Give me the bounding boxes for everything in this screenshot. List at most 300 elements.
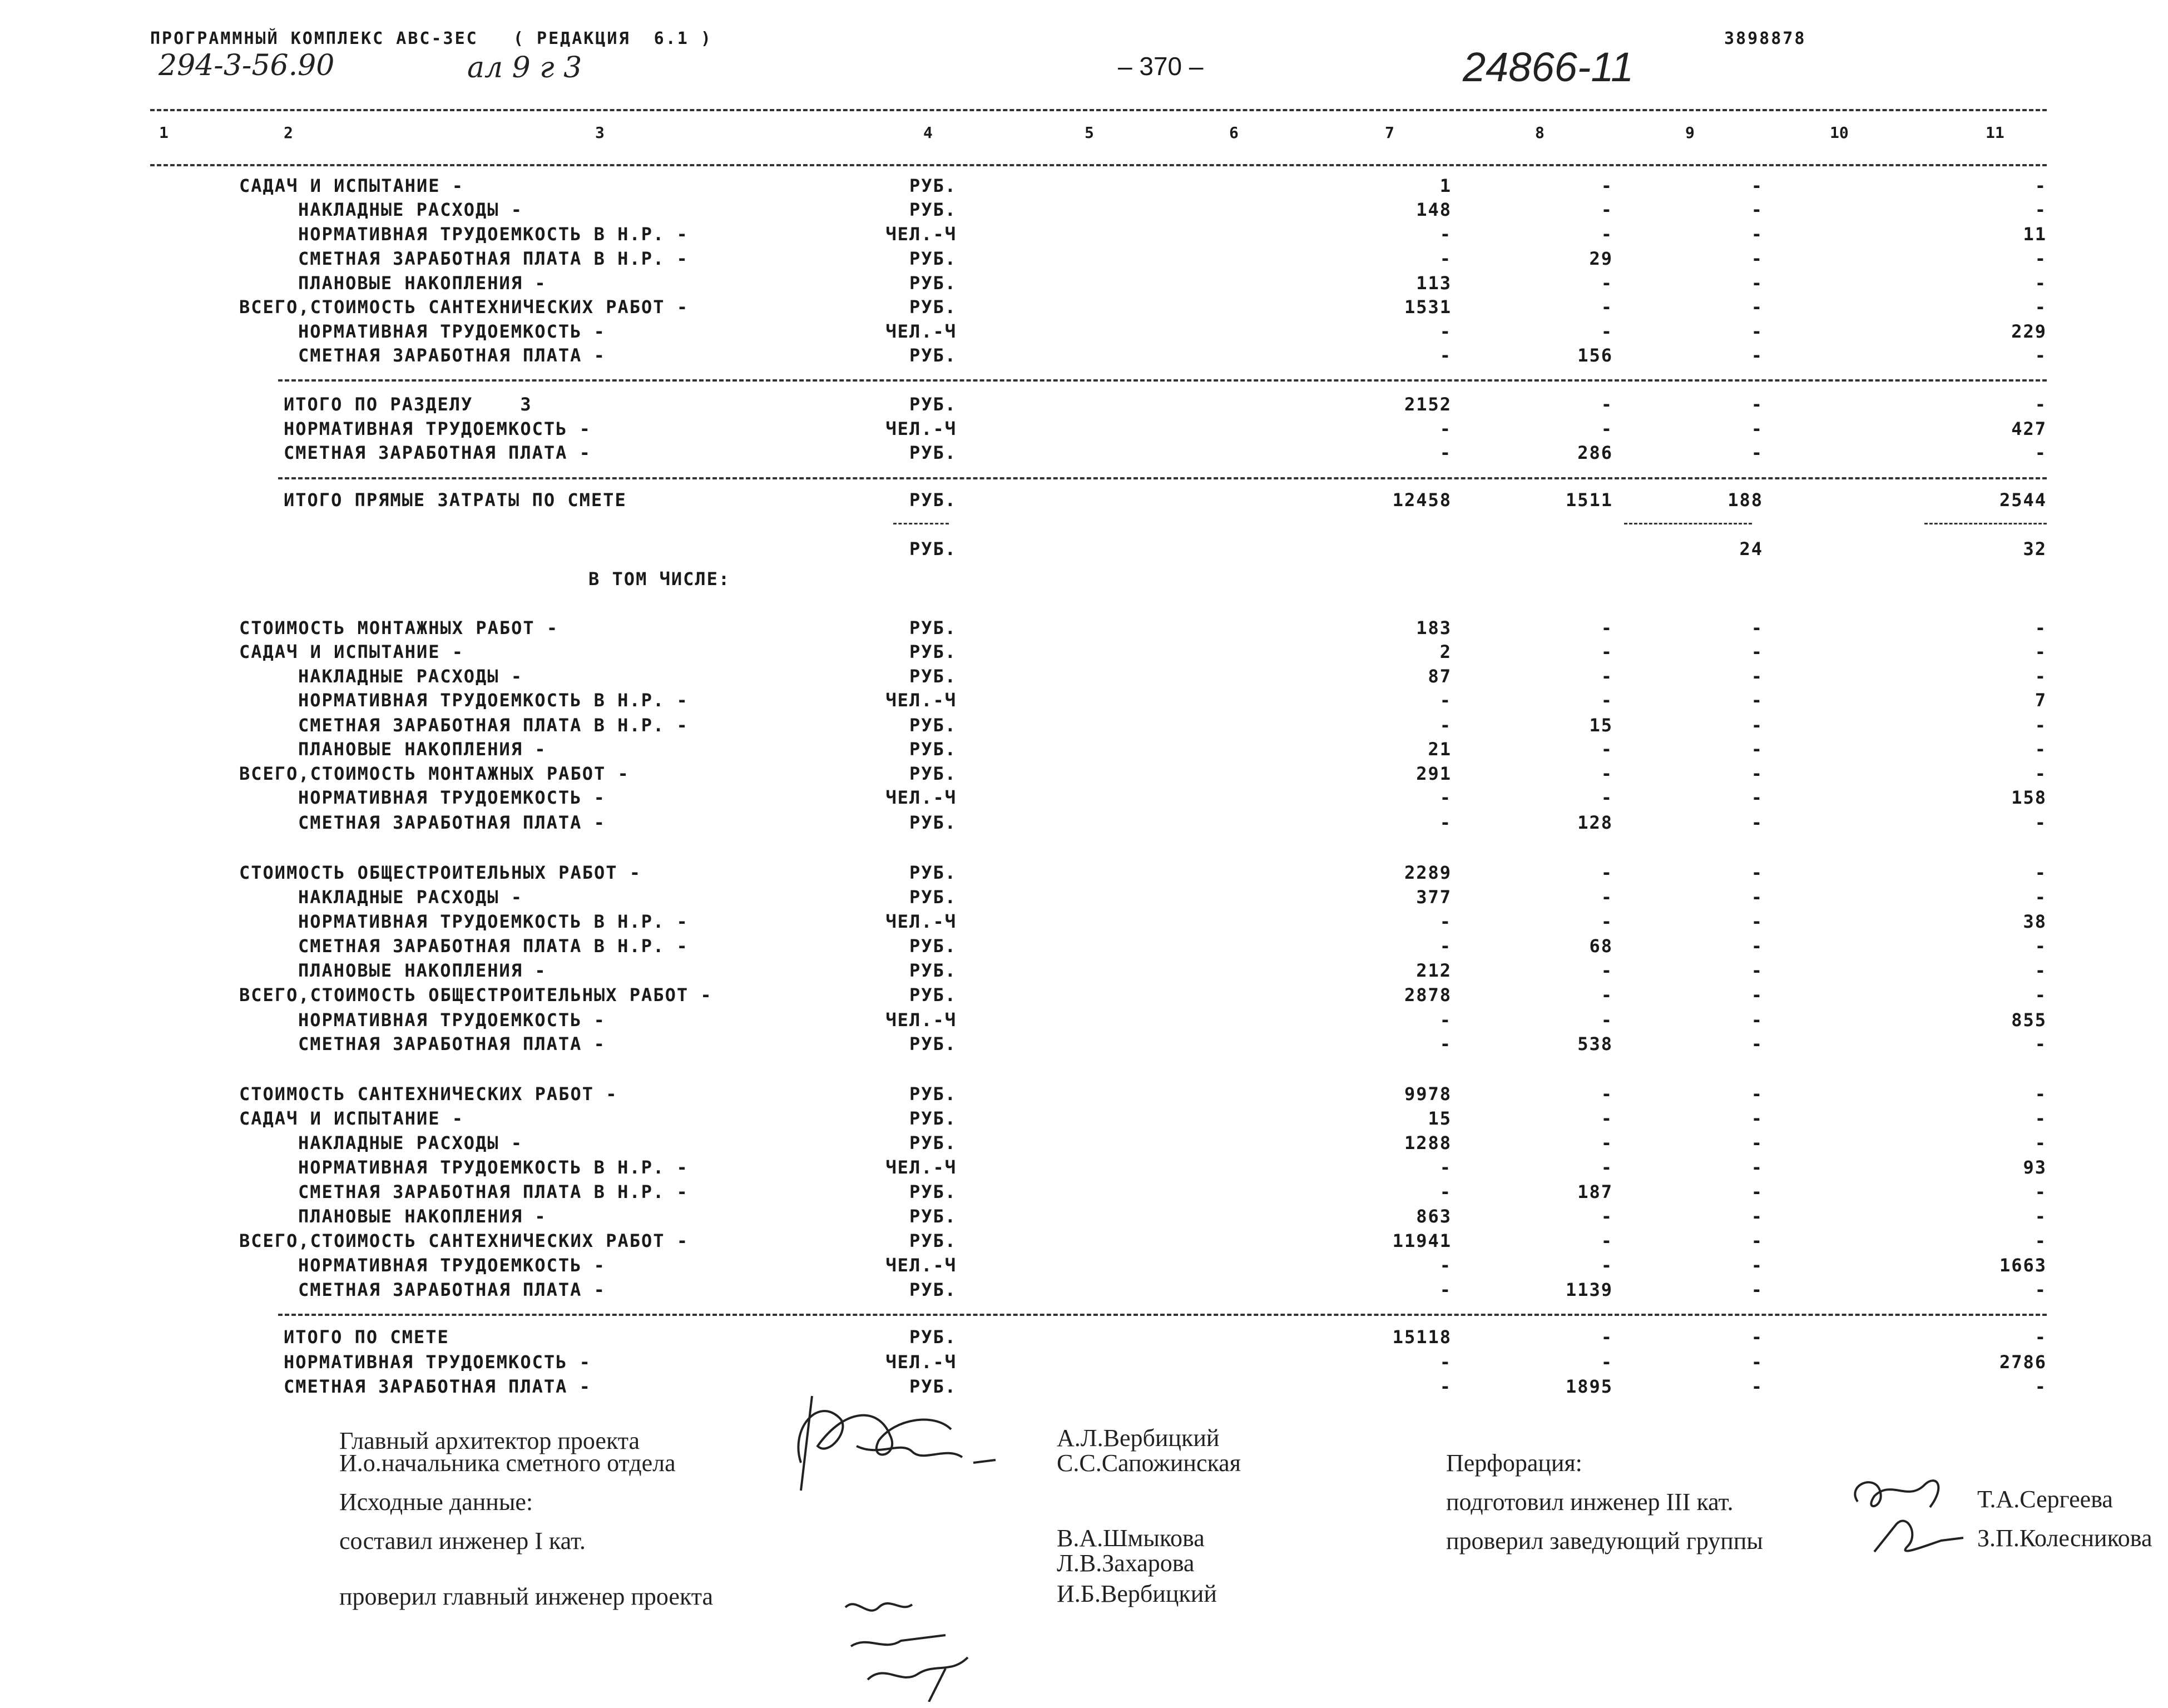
cell-col7: - bbox=[1439, 1351, 1452, 1373]
cell-col8: - bbox=[1601, 1206, 1613, 1227]
compiled-by-name-2: Л.В.Захарова bbox=[1057, 1549, 1195, 1577]
cell-col7: - bbox=[1439, 345, 1452, 366]
cell-col7: 113 bbox=[1416, 273, 1452, 294]
cell-col11: - bbox=[2035, 887, 2047, 908]
page-number: – 370 – bbox=[1118, 52, 1204, 81]
cell-col8: - bbox=[1601, 1083, 1613, 1105]
cell-col11: 158 bbox=[2011, 787, 2047, 808]
row-unit: РУБ. bbox=[909, 1033, 957, 1054]
cell-col11: - bbox=[2035, 1206, 2047, 1227]
cell-col11: 32 bbox=[2023, 538, 2047, 560]
row-label: НОРМАТИВНАЯ ТРУДОЕМКОСТЬ В Н.Р. - bbox=[298, 911, 689, 932]
cell-col7: - bbox=[1439, 1033, 1452, 1054]
cell-col7: - bbox=[1439, 1279, 1452, 1300]
cell-col7: - bbox=[1439, 690, 1452, 711]
acting-head-name: С.С.Сапожинская bbox=[1057, 1449, 1241, 1477]
cell-col8: - bbox=[1601, 984, 1613, 1006]
column-number-7: 7 bbox=[1385, 123, 1394, 142]
column-number-2: 2 bbox=[284, 123, 293, 142]
cell-col7: 1531 bbox=[1404, 296, 1452, 318]
row-unit: ЧЕЛ.-Ч bbox=[885, 1351, 957, 1373]
cell-col8: 1511 bbox=[1565, 489, 1613, 511]
row-unit: РУБ. bbox=[909, 538, 957, 560]
cell-col8: 538 bbox=[1577, 1033, 1613, 1054]
row-label: ПЛАНОВЫЕ НАКОПЛЕНИЯ - bbox=[298, 273, 547, 294]
cell-col11: 855 bbox=[2011, 1009, 2047, 1031]
row-label: СМЕТНАЯ ЗАРАБОТНАЯ ПЛАТА В Н.Р. - bbox=[298, 715, 689, 736]
cell-col9: - bbox=[1751, 1083, 1763, 1105]
table-row bbox=[0, 442, 2168, 467]
cell-col8: - bbox=[1601, 1108, 1613, 1129]
cell-col11: - bbox=[2035, 1181, 2047, 1202]
cell-col8: - bbox=[1601, 199, 1613, 220]
row-unit: РУБ. bbox=[909, 1132, 957, 1153]
row-label: САДАЧ И ИСПЫТАНИЕ - bbox=[239, 175, 464, 196]
table-row bbox=[0, 1230, 2168, 1255]
cell-col9: - bbox=[1751, 1326, 1763, 1348]
row-unit: ЧЕЛ.-Ч bbox=[885, 1255, 957, 1276]
row-label: ВСЕГО,СТОИМОСТЬ САНТЕХНИЧЕСКИХ РАБОТ - bbox=[239, 296, 689, 318]
cell-col11: - bbox=[2035, 1108, 2047, 1129]
table-row bbox=[0, 345, 2168, 369]
cell-col7: 9978 bbox=[1404, 1083, 1452, 1105]
cell-col8: - bbox=[1601, 666, 1613, 687]
cell-col9: - bbox=[1751, 296, 1763, 318]
cell-col9: - bbox=[1751, 1108, 1763, 1129]
cell-col11: 427 bbox=[2011, 418, 2047, 439]
cell-col9: - bbox=[1751, 812, 1763, 833]
cell-col9: - bbox=[1751, 666, 1763, 687]
cell-col9: - bbox=[1751, 641, 1763, 662]
prepared-by-label: подготовил инженер III кат. bbox=[1446, 1488, 1734, 1516]
table-row bbox=[0, 1206, 2168, 1230]
cell-col7: - bbox=[1439, 911, 1452, 932]
row-label: СМЕТНАЯ ЗАРАБОТНАЯ ПЛАТА В Н.Р. - bbox=[298, 248, 689, 269]
row-label: ПЛАНОВЫЕ НАКОПЛЕНИЯ - bbox=[298, 739, 547, 760]
cell-col8: - bbox=[1601, 418, 1613, 439]
cell-col7: - bbox=[1439, 1009, 1452, 1031]
cell-col9: - bbox=[1751, 273, 1763, 294]
cell-col8: 29 bbox=[1589, 248, 1613, 269]
cell-col7: - bbox=[1439, 1255, 1452, 1276]
group-head-name: З.П.Колесникова bbox=[1977, 1524, 2152, 1552]
cell-col7: 2289 bbox=[1404, 862, 1452, 883]
cell-col8: - bbox=[1601, 887, 1613, 908]
cell-col7: 21 bbox=[1428, 739, 1452, 760]
cell-col9: 188 bbox=[1728, 489, 1763, 511]
cell-col8: - bbox=[1601, 617, 1613, 638]
table-row bbox=[0, 812, 2168, 836]
row-label: НОРМАТИВНАЯ ТРУДОЕМКОСТЬ В Н.Р. - bbox=[298, 224, 689, 245]
row-label: СМЕТНАЯ ЗАРАБОТНАЯ ПЛАТА В Н.Р. - bbox=[298, 1181, 689, 1202]
cell-col9: - bbox=[1751, 345, 1763, 366]
row-unit: РУБ. bbox=[909, 1279, 957, 1300]
table-row bbox=[0, 1376, 2168, 1400]
row-label: СТОИМОСТЬ САНТЕХНИЧЕСКИХ РАБОТ - bbox=[239, 1083, 618, 1105]
subtotal-dash-col9 bbox=[1624, 523, 1752, 524]
cell-col11: 1663 bbox=[1999, 1255, 2047, 1276]
cell-col8: 286 bbox=[1577, 442, 1613, 463]
cell-col11: - bbox=[2035, 763, 2047, 784]
row-unit: ЧЕЛ.-Ч bbox=[885, 321, 957, 342]
row-unit: ЧЕЛ.-Ч bbox=[885, 787, 957, 808]
perforation-label: Перфорация: bbox=[1446, 1449, 1582, 1477]
table-row bbox=[0, 787, 2168, 811]
row-label: СМЕТНАЯ ЗАРАБОТНАЯ ПЛАТА - bbox=[298, 1279, 606, 1300]
cell-col9: - bbox=[1751, 394, 1763, 415]
row-label: САДАЧ И ИСПЫТАНИЕ - bbox=[239, 641, 464, 662]
print-id: 3898878 bbox=[1724, 29, 1806, 48]
cell-col9: - bbox=[1751, 175, 1763, 196]
column-header-rule bbox=[150, 164, 2047, 166]
cell-col7: 11941 bbox=[1392, 1230, 1452, 1251]
cell-col7: - bbox=[1439, 935, 1452, 957]
table-row bbox=[0, 568, 2168, 593]
row-unit: ЧЕЛ.-Ч bbox=[885, 1157, 957, 1178]
row-label: СТОИМОСТЬ МОНТАЖНЫХ РАБОТ - bbox=[239, 617, 559, 638]
table-row bbox=[0, 296, 2168, 321]
table-row bbox=[0, 887, 2168, 911]
cell-col7: 148 bbox=[1416, 199, 1452, 220]
row-label: НОРМАТИВНАЯ ТРУДОЕМКОСТЬ В Н.Р. - bbox=[298, 690, 689, 711]
row-unit: РУБ. bbox=[909, 199, 957, 220]
handwritten-signature-checked bbox=[834, 1591, 1012, 1702]
cell-col9: - bbox=[1751, 984, 1763, 1006]
cell-col8: - bbox=[1601, 1351, 1613, 1373]
cell-col11: - bbox=[2035, 862, 2047, 883]
cell-col11: - bbox=[2035, 1033, 2047, 1054]
table-row bbox=[0, 1326, 2168, 1351]
cell-col8: 68 bbox=[1589, 935, 1613, 957]
cell-col11: - bbox=[2035, 1083, 2047, 1105]
table-row bbox=[0, 321, 2168, 345]
row-unit: РУБ. bbox=[909, 248, 957, 269]
row-label: НОРМАТИВНАЯ ТРУДОЕМКОСТЬ - bbox=[298, 1009, 606, 1031]
cell-col8: - bbox=[1601, 224, 1613, 245]
cell-col8: - bbox=[1601, 1157, 1613, 1178]
cell-col11: 7 bbox=[2035, 690, 2047, 711]
table-row bbox=[0, 248, 2168, 273]
cell-col7: - bbox=[1439, 787, 1452, 808]
acting-head-label: И.о.начальника сметного отдела bbox=[339, 1449, 676, 1477]
cell-col11: - bbox=[2035, 960, 2047, 981]
row-label: СМЕТНАЯ ЗАРАБОТНАЯ ПЛАТА В Н.Р. - bbox=[298, 935, 689, 957]
row-label: СМЕТНАЯ ЗАРАБОТНАЯ ПЛАТА - bbox=[284, 442, 591, 463]
cell-col9: - bbox=[1751, 1132, 1763, 1153]
cell-col8: 1895 bbox=[1565, 1376, 1613, 1397]
compiled-by-name-1: В.А.Шмыкова bbox=[1057, 1524, 1205, 1552]
cell-col9: - bbox=[1751, 1206, 1763, 1227]
row-unit: РУБ. bbox=[909, 345, 957, 366]
cell-col8: - bbox=[1601, 296, 1613, 318]
section-divider bbox=[278, 1314, 2047, 1316]
table-row bbox=[0, 418, 2168, 443]
cell-col7: - bbox=[1439, 812, 1452, 833]
row-unit: ЧЕЛ.-Ч bbox=[885, 224, 957, 245]
cell-col7: 183 bbox=[1416, 617, 1452, 638]
column-number-5: 5 bbox=[1085, 123, 1094, 142]
handwritten-ref-mid: ал 9 г 3 bbox=[467, 51, 582, 85]
chief-architect-name: А.Л.Вербицкий bbox=[1057, 1424, 1220, 1452]
table-top-rule bbox=[150, 109, 2047, 111]
table-row bbox=[0, 175, 2168, 200]
cell-col9: - bbox=[1751, 1376, 1763, 1397]
cell-col11: 11 bbox=[2023, 224, 2047, 245]
cell-col7: 863 bbox=[1416, 1206, 1452, 1227]
cell-col7: - bbox=[1439, 715, 1452, 736]
handwritten-signature-architect bbox=[768, 1374, 1001, 1502]
table-row bbox=[0, 862, 2168, 887]
row-label: НОРМАТИВНАЯ ТРУДОЕМКОСТЬ - bbox=[298, 1255, 606, 1276]
source-data-label: Исходные данные: bbox=[339, 1488, 533, 1516]
prepared-by-name: Т.А.Сергеева bbox=[1977, 1486, 2113, 1513]
row-unit: РУБ. bbox=[909, 617, 957, 638]
cell-col11: 229 bbox=[2011, 321, 2047, 342]
row-label: СМЕТНАЯ ЗАРАБОТНАЯ ПЛАТА - bbox=[298, 345, 606, 366]
row-label: ПЛАНОВЫЕ НАКОПЛЕНИЯ - bbox=[298, 960, 547, 981]
row-label: ВСЕГО,СТОИМОСТЬ МОНТАЖНЫХ РАБОТ - bbox=[239, 763, 630, 784]
row-label: НОРМАТИВНАЯ ТРУДОЕМКОСТЬ - bbox=[284, 418, 591, 439]
row-label: ВСЕГО,СТОИМОСТЬ САНТЕХНИЧЕСКИХ РАБОТ - bbox=[239, 1230, 689, 1251]
table-row bbox=[0, 715, 2168, 739]
cell-col8: - bbox=[1601, 394, 1613, 415]
cell-col11: - bbox=[2035, 984, 2047, 1006]
table-row bbox=[0, 489, 2168, 514]
table-row bbox=[0, 199, 2168, 224]
cell-col8: - bbox=[1601, 739, 1613, 760]
row-unit: РУБ. bbox=[909, 739, 957, 760]
cell-col7: - bbox=[1439, 1157, 1452, 1178]
row-unit: РУБ. bbox=[909, 175, 957, 196]
column-number-4: 4 bbox=[923, 123, 933, 142]
cell-col9: - bbox=[1751, 763, 1763, 784]
column-number-11: 11 bbox=[1986, 123, 2004, 142]
cell-col7: 2152 bbox=[1404, 394, 1452, 415]
cell-col9: - bbox=[1751, 787, 1763, 808]
cell-col11: - bbox=[2035, 199, 2047, 220]
row-label: ПЛАНОВЫЕ НАКОПЛЕНИЯ - bbox=[298, 1206, 547, 1227]
cell-col11: - bbox=[2035, 666, 2047, 687]
row-label: ИТОГО ПО РАЗДЕЛУ 3 bbox=[284, 394, 532, 415]
cell-col8: - bbox=[1601, 1326, 1613, 1348]
row-unit: РУБ. bbox=[909, 1108, 957, 1129]
column-number-6: 6 bbox=[1229, 123, 1239, 142]
row-unit: ЧЕЛ.-Ч bbox=[885, 911, 957, 932]
cell-col9: - bbox=[1751, 248, 1763, 269]
column-number-3: 3 bbox=[595, 123, 605, 142]
cell-col8: - bbox=[1601, 787, 1613, 808]
table-row bbox=[0, 617, 2168, 642]
cell-col11: - bbox=[2035, 248, 2047, 269]
cell-col11: - bbox=[2035, 935, 2047, 957]
cell-col11: - bbox=[2035, 296, 2047, 318]
row-unit: ЧЕЛ.-Ч bbox=[885, 1009, 957, 1031]
row-label: ИТОГО ПО СМЕТЕ bbox=[284, 1326, 449, 1348]
row-unit: РУБ. bbox=[909, 1376, 957, 1397]
row-unit: ЧЕЛ.-Ч bbox=[885, 418, 957, 439]
cell-col8: 1139 bbox=[1565, 1279, 1613, 1300]
subtotal-dash-col11 bbox=[1924, 523, 2047, 524]
cell-col8: 15 bbox=[1589, 715, 1613, 736]
cell-col8: - bbox=[1601, 763, 1613, 784]
cell-col7: 2 bbox=[1439, 641, 1452, 662]
cell-col7: - bbox=[1439, 418, 1452, 439]
cell-col9: - bbox=[1751, 935, 1763, 957]
cell-col7: 2878 bbox=[1404, 984, 1452, 1006]
row-label: НАКЛАДНЫЕ РАСХОДЫ - bbox=[298, 1132, 523, 1153]
cell-col11: - bbox=[2035, 175, 2047, 196]
cell-col8: 128 bbox=[1577, 812, 1613, 833]
cell-col8: - bbox=[1601, 690, 1613, 711]
cell-col9: - bbox=[1751, 1033, 1763, 1054]
row-unit: РУБ. bbox=[909, 296, 957, 318]
row-unit: РУБ. bbox=[909, 1230, 957, 1251]
cell-col11: - bbox=[2035, 1132, 2047, 1153]
cell-col11: 93 bbox=[2023, 1157, 2047, 1178]
cell-col7: 377 bbox=[1416, 887, 1452, 908]
cell-col11: - bbox=[2035, 345, 2047, 366]
cell-col9: - bbox=[1751, 887, 1763, 908]
cell-col7: 1288 bbox=[1404, 1132, 1452, 1153]
section-divider bbox=[278, 379, 2047, 382]
row-unit: РУБ. bbox=[909, 715, 957, 736]
cell-col11: - bbox=[2035, 1230, 2047, 1251]
checked-by-name: И.Б.Вербицкий bbox=[1057, 1580, 1217, 1607]
cell-col9: - bbox=[1751, 1230, 1763, 1251]
table-row bbox=[0, 1132, 2168, 1157]
row-label: НОРМАТИВНАЯ ТРУДОЕМКОСТЬ - bbox=[298, 787, 606, 808]
cell-col7: 15 bbox=[1428, 1108, 1452, 1129]
cell-col8: - bbox=[1601, 321, 1613, 342]
row-label: НАКЛАДНЫЕ РАСХОДЫ - bbox=[298, 887, 523, 908]
table-row bbox=[0, 641, 2168, 666]
row-unit: РУБ. bbox=[909, 960, 957, 981]
cell-col8: 187 bbox=[1577, 1181, 1613, 1202]
cell-col9: - bbox=[1751, 862, 1763, 883]
cell-col11: - bbox=[2035, 1279, 2047, 1300]
checked-by-label: проверил главный инженер проекта bbox=[339, 1583, 714, 1610]
table-row bbox=[0, 739, 2168, 763]
cell-col11: - bbox=[2035, 273, 2047, 294]
cell-col7: 87 bbox=[1428, 666, 1452, 687]
cell-col9: - bbox=[1751, 1157, 1763, 1178]
program-title: ПРОГРАММНЫЙ КОМПЛЕКС АВС-ЗЕС ( РЕДАКЦИЯ 6.1 ) bbox=[150, 29, 712, 48]
cell-col7: - bbox=[1439, 1181, 1452, 1202]
handwritten-signature-perforation bbox=[1841, 1463, 1969, 1568]
cell-col7: 291 bbox=[1416, 763, 1452, 784]
cell-col8: - bbox=[1601, 1009, 1613, 1031]
row-unit: РУБ. bbox=[909, 1326, 957, 1348]
table-row bbox=[0, 1351, 2168, 1376]
handwritten-ref-left: 294-3-56.90 bbox=[159, 49, 335, 82]
table-row bbox=[0, 690, 2168, 714]
cell-col11: - bbox=[2035, 715, 2047, 736]
table-row bbox=[0, 763, 2168, 788]
row-label: САДАЧ И ИСПЫТАНИЕ - bbox=[239, 1108, 464, 1129]
cell-col9: - bbox=[1751, 690, 1763, 711]
table-row bbox=[0, 394, 2168, 418]
row-unit: РУБ. bbox=[909, 442, 957, 463]
cell-col9: - bbox=[1751, 224, 1763, 245]
cell-col11: - bbox=[2035, 442, 2047, 463]
cell-col8: - bbox=[1601, 911, 1613, 932]
row-label: НАКЛАДНЫЕ РАСХОДЫ - bbox=[298, 666, 523, 687]
row-label: В ТОМ ЧИСЛЕ: bbox=[588, 568, 731, 590]
cell-col8: - bbox=[1601, 641, 1613, 662]
table-row bbox=[0, 224, 2168, 248]
cell-col7: 1 bbox=[1439, 175, 1452, 196]
cell-col9: - bbox=[1751, 715, 1763, 736]
row-unit: РУБ. bbox=[909, 1181, 957, 1202]
group-head-label: проверил заведующий группы bbox=[1446, 1527, 1763, 1554]
cell-col8: - bbox=[1601, 1255, 1613, 1276]
cell-col11: 2544 bbox=[1999, 489, 2047, 511]
cell-col8: - bbox=[1601, 273, 1613, 294]
table-row bbox=[0, 911, 2168, 935]
column-number-10: 10 bbox=[1830, 123, 1849, 142]
table-row bbox=[0, 1181, 2168, 1206]
cell-col8: - bbox=[1601, 960, 1613, 981]
row-unit: РУБ. bbox=[909, 887, 957, 908]
row-unit: РУБ. bbox=[909, 763, 957, 784]
row-label: СМЕТНАЯ ЗАРАБОТНАЯ ПЛАТА - bbox=[298, 1033, 606, 1054]
cell-col11: - bbox=[2035, 617, 2047, 638]
row-label: НОРМАТИВНАЯ ТРУДОЕМКОСТЬ В Н.Р. - bbox=[298, 1157, 689, 1178]
cell-col9: 24 bbox=[1739, 538, 1763, 560]
row-unit: РУБ. bbox=[909, 1083, 957, 1105]
table-row bbox=[0, 666, 2168, 690]
row-unit: РУБ. bbox=[909, 394, 957, 415]
row-label: НОРМАТИВНАЯ ТРУДОЕМКОСТЬ - bbox=[298, 321, 606, 342]
subtotal-dash-unit bbox=[893, 523, 949, 524]
cell-col9: - bbox=[1751, 739, 1763, 760]
cell-col8: - bbox=[1601, 862, 1613, 883]
cell-col8: - bbox=[1601, 1230, 1613, 1251]
cell-col7: - bbox=[1439, 248, 1452, 269]
column-number-1: 1 bbox=[159, 123, 169, 142]
compiled-by-label: составил инженер I кат. bbox=[339, 1527, 586, 1554]
cell-col8: 156 bbox=[1577, 345, 1613, 366]
cell-col11: 38 bbox=[2023, 911, 2047, 932]
cell-col9: - bbox=[1751, 1279, 1763, 1300]
cell-col8: - bbox=[1601, 175, 1613, 196]
section-divider bbox=[278, 477, 2047, 479]
cell-col7: - bbox=[1439, 224, 1452, 245]
cell-col7: 212 bbox=[1416, 960, 1452, 981]
row-label: СТОИМОСТЬ ОБЩЕСТРОИТЕЛЬНЫХ РАБОТ - bbox=[239, 862, 642, 883]
row-label: ВСЕГО,СТОИМОСТЬ ОБЩЕСТРОИТЕЛЬНЫХ РАБОТ - bbox=[239, 984, 712, 1006]
row-unit: РУБ. bbox=[909, 641, 957, 662]
column-number-8: 8 bbox=[1535, 123, 1545, 142]
row-unit: ЧЕЛ.-Ч bbox=[885, 690, 957, 711]
table-row bbox=[0, 960, 2168, 984]
table-row bbox=[0, 1108, 2168, 1132]
cell-col11: - bbox=[2035, 812, 2047, 833]
chief-architect-label: Главный архитектор проекта bbox=[339, 1427, 640, 1454]
row-unit: РУБ. bbox=[909, 273, 957, 294]
table-row bbox=[0, 1009, 2168, 1034]
row-unit: РУБ. bbox=[909, 935, 957, 957]
row-unit: РУБ. bbox=[909, 984, 957, 1006]
table-row bbox=[0, 1083, 2168, 1108]
row-unit: РУБ. bbox=[909, 862, 957, 883]
cell-col9: - bbox=[1751, 1181, 1763, 1202]
cell-col11: 2786 bbox=[1999, 1351, 2047, 1373]
cell-col7: - bbox=[1439, 442, 1452, 463]
column-number-9: 9 bbox=[1685, 123, 1695, 142]
cell-col7: 12458 bbox=[1392, 489, 1452, 511]
row-label: НАКЛАДНЫЕ РАСХОДЫ - bbox=[298, 199, 523, 220]
